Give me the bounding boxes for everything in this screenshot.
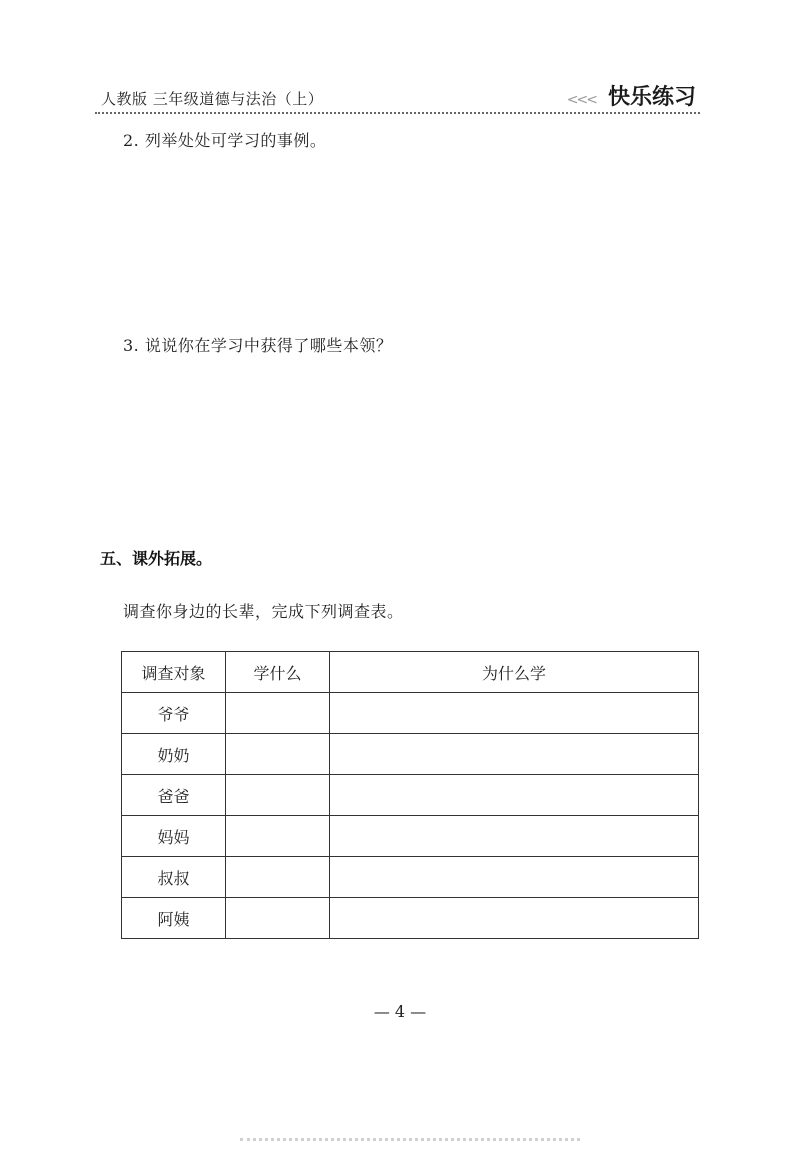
what-cell[interactable] [226,898,330,939]
row-subject: 妈妈 [122,816,226,857]
row-subject: 爸爸 [122,775,226,816]
header-divider [95,112,700,114]
header-what: 学什么 [226,652,330,693]
table-row [122,816,699,857]
row-subject: 奶奶 [122,734,226,775]
header-why: 为什么学 [330,652,699,693]
question-2: 2. 列举处处可学习的事例。 [123,131,327,150]
table-header-row [122,652,699,693]
survey-table [121,651,699,939]
table-row [122,775,699,816]
header-subject: 调查对象 [122,652,226,693]
row-subject: 叔叔 [122,857,226,898]
decorative-arrows-icon: <<< [566,92,596,108]
why-cell[interactable] [330,734,699,775]
table-row [122,693,699,734]
page-header [95,70,700,114]
what-cell[interactable] [226,775,330,816]
row-subject: 阿姨 [122,898,226,939]
what-cell[interactable] [226,734,330,775]
page-number: — 4 — [373,1002,427,1021]
why-cell[interactable] [330,898,699,939]
table-row [122,857,699,898]
section-heading: 五、课外拓展。 [100,549,213,568]
table-row [122,734,699,775]
section-instruction: 调查你身边的长辈，完成下列调查表。 [123,602,404,621]
why-cell[interactable] [330,816,699,857]
faint-footer-mark [240,1138,580,1149]
section-title-kuaile-lianxi: 快乐练习 [607,85,696,110]
row-subject: 爷爷 [122,693,226,734]
what-cell[interactable] [226,816,330,857]
why-cell[interactable] [330,857,699,898]
why-cell[interactable] [330,775,699,816]
book-title: 人教版 三年级道德与法治（上） [101,90,324,108]
table-row [122,898,699,939]
what-cell[interactable] [226,857,330,898]
what-cell[interactable] [226,693,330,734]
why-cell[interactable] [330,693,699,734]
question-3: 3. 说说你在学习中获得了哪些本领？ [123,336,393,355]
